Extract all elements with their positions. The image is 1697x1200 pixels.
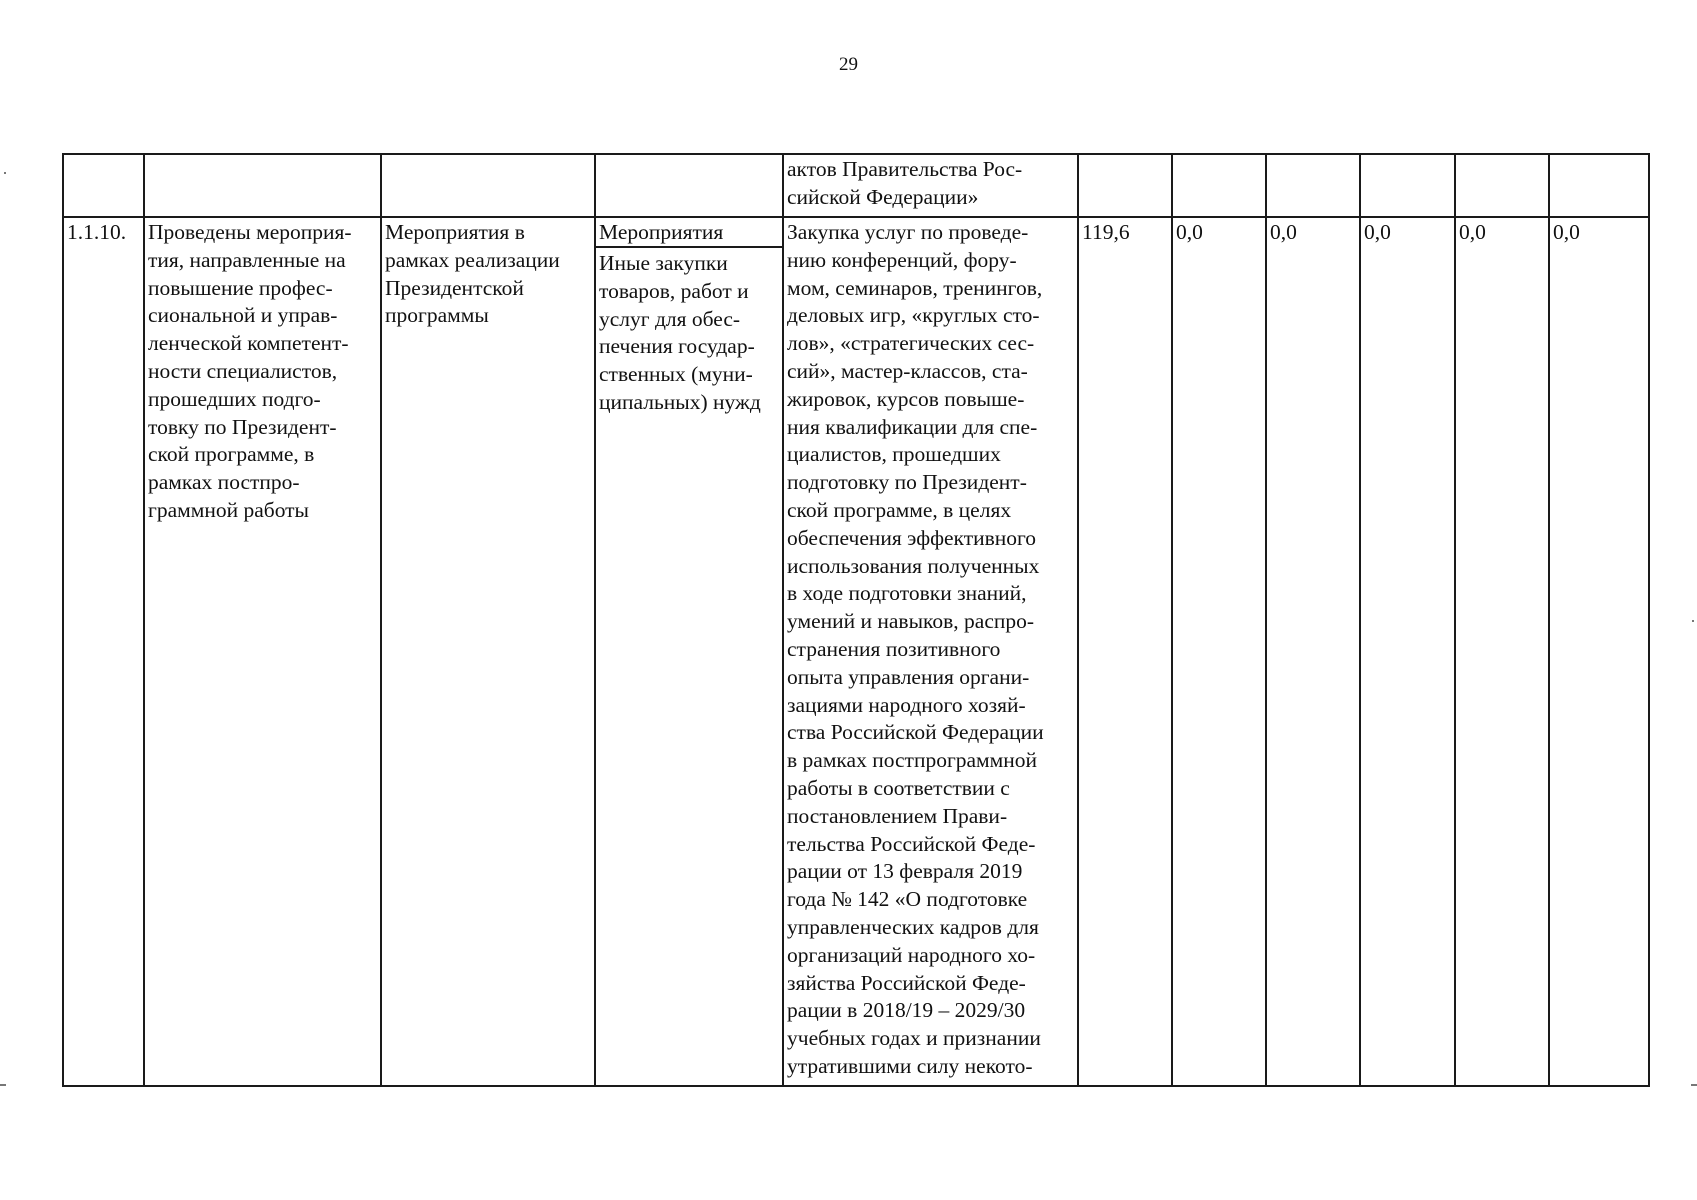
value-3: 0,0 <box>1270 220 1297 244</box>
cell-value-4 <box>1360 154 1455 217</box>
row-number: 1.1.10. <box>67 220 127 244</box>
program-text: Мероприятия в рамках реализации Президентской программы <box>385 220 560 328</box>
cell-program <box>381 154 595 217</box>
cell-value-6 <box>1549 217 1649 1086</box>
value-1: 119,6 <box>1082 220 1130 244</box>
scan-speck <box>1692 620 1694 622</box>
cell-value-5 <box>1455 154 1549 217</box>
cell-description <box>783 217 1078 1086</box>
scan-speck <box>0 1084 6 1086</box>
cell-type <box>595 217 783 1086</box>
table-row-1-1-10 <box>63 217 1649 1086</box>
value-2: 0,0 <box>1176 220 1203 244</box>
type-text: Иные закупки товаров, работ и услуг для обес- печения государ- ственных (муни- ципальных) нужд <box>599 251 761 414</box>
scan-speck <box>4 172 6 174</box>
result-text: Проведены мероприя- тия, направленные на повышение профес- сиональной и управ- ленческой компетент- ности специалистов, прошедших подго- товку по Президент- ской программе, в рамках постпро- граммной работы <box>148 220 352 522</box>
scan-speck <box>1691 1084 1697 1086</box>
type-header: Мероприятия <box>596 219 782 248</box>
value-6: 0,0 <box>1553 220 1580 244</box>
cell-value-1 <box>1078 217 1172 1086</box>
page-number: 29 <box>839 54 858 75</box>
value-4: 0,0 <box>1364 220 1391 244</box>
cell-value-3 <box>1266 154 1360 217</box>
cell-result <box>144 217 381 1086</box>
value-5: 0,0 <box>1459 220 1486 244</box>
cell-number <box>63 154 144 217</box>
cell-value-1 <box>1078 154 1172 217</box>
cell-program <box>381 217 595 1086</box>
description-text: Закупка услуг по проведе- нию конференций, фору- мом, семинаров, тренингов, деловых игр, «круглых сто- лов», «стратегических сес- сий», мастер-классов, ста- жировок, курсов повыше- ния квалификации для спе- циалистов, прошедших подготовку по Президент- ской программе, в целях обеспечения эффективного использования полученных в ходе подготовки знаний, умений и навыков, распро- странения позитивного опыта управления органи- зациями народного хозяй- ства Российской Федерации в рамках постпрограммной работы в соответствии с постановлением Прави- тельства Российской Феде- рации от 13 февраля 2019 года № 142 «О подготовке управленческих кадров для организаций народного хо- зяйства Российской Феде- рации в 2018/19 – 2029/30 учебных годах и признании утратившими силу некото- <box>787 220 1044 1078</box>
cell-value-2 <box>1172 154 1266 217</box>
cell-value-6 <box>1549 154 1649 217</box>
cell-value-3 <box>1266 217 1360 1086</box>
description-continuation-text: актов Правительства Рос- сийской Федерации» <box>787 157 1023 209</box>
cell-description <box>783 154 1078 217</box>
cell-value-2 <box>1172 217 1266 1086</box>
cell-value-4 <box>1360 217 1455 1086</box>
cell-type <box>595 154 783 217</box>
cell-value-5 <box>1455 217 1549 1086</box>
cell-result <box>144 154 381 217</box>
cell-number <box>63 217 144 1086</box>
budget-table <box>62 153 1650 1087</box>
table-row-continuation <box>63 154 1649 217</box>
